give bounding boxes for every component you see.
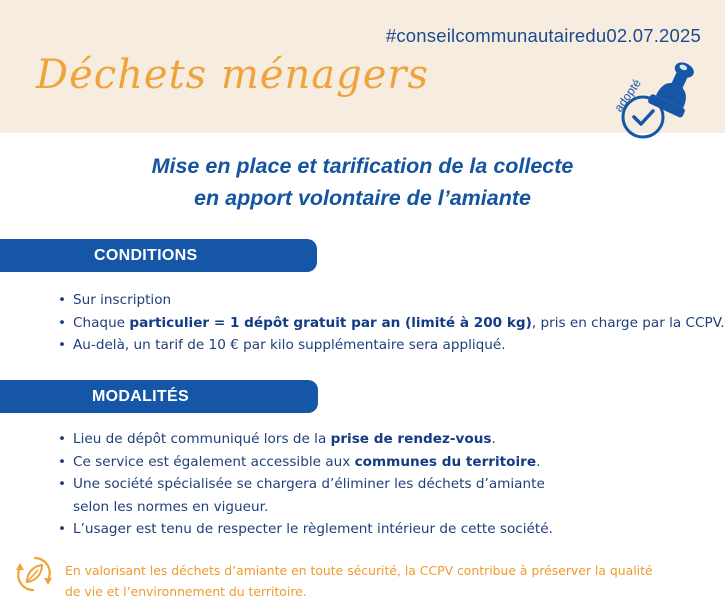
modalites-item-1-text: Lieu de dépôt communiqué lors de la	[73, 431, 331, 447]
approved-stamp-icon	[605, 55, 715, 145]
list-item	[58, 451, 553, 474]
conditions-item-2-separator: =	[209, 314, 230, 331]
conditions-list	[58, 289, 725, 357]
subtitle-line-1: Mise en place et tarification de la collecte	[151, 154, 574, 178]
modalites-item-4: L’usager est tenu de respecter le règlement intérieur de cette société.	[73, 521, 553, 537]
modalites-item-2-text: Ce service est également accessible aux	[73, 453, 355, 470]
list-item	[58, 289, 725, 312]
list-item	[58, 334, 725, 357]
footer-line-1: En valorisant les déchets d’amiante en toute sécurité, la CCPV contribue à préserver la qualité	[65, 563, 653, 578]
hashtag: #conseilcommunautairedu02.07.2025	[385, 25, 701, 46]
modalites-item-3-line-1: • Une société spécialisée se chargera d’éliminer les déchets d’amiante	[73, 476, 545, 492]
stamp-label: adopté	[611, 76, 644, 115]
modalites-heading: MODALITÉS	[0, 380, 318, 413]
conditions-item-3: Au-delà, un tarif de 10 € par kilo supplémentaire sera appliqué.	[73, 337, 506, 353]
conditions-item-2-end: , pris en charge par la CCPV.	[531, 314, 725, 331]
modalites-item-2-end: .	[536, 453, 541, 470]
conditions-heading: CONDITIONS	[0, 239, 317, 272]
conditions-item-2-bold-2: 1 dépôt gratuit par an (limité à 200 kg)	[229, 314, 532, 331]
list-item	[58, 312, 725, 335]
modalites-item-1-bold: prise de rendez-vous	[330, 431, 492, 447]
conditions-item-2-text: Chaque	[73, 314, 130, 331]
subtitle-line-2: en apport volontaire de l’amiante	[194, 186, 531, 210]
list-item	[58, 518, 553, 541]
subtitle	[0, 150, 725, 214]
conditions-item-1: Sur inscription	[73, 292, 172, 308]
footer-note	[65, 560, 705, 602]
footer-line-2: de vie et l’environnement du territoire.	[65, 584, 307, 599]
page-title: Déchets ménagers	[36, 52, 430, 98]
modalites-item-2-bold: communes du territoire	[354, 453, 537, 470]
list-item	[58, 428, 553, 451]
conditions-item-2-bold-1: particulier	[129, 314, 210, 331]
recycle-leaf-icon	[14, 552, 54, 596]
modalites-item-3-line-2: selon les normes en vigueur.	[73, 498, 269, 515]
modalites-item-1-end: .	[491, 431, 496, 447]
modalites-list	[58, 428, 553, 541]
list-item	[58, 473, 553, 518]
